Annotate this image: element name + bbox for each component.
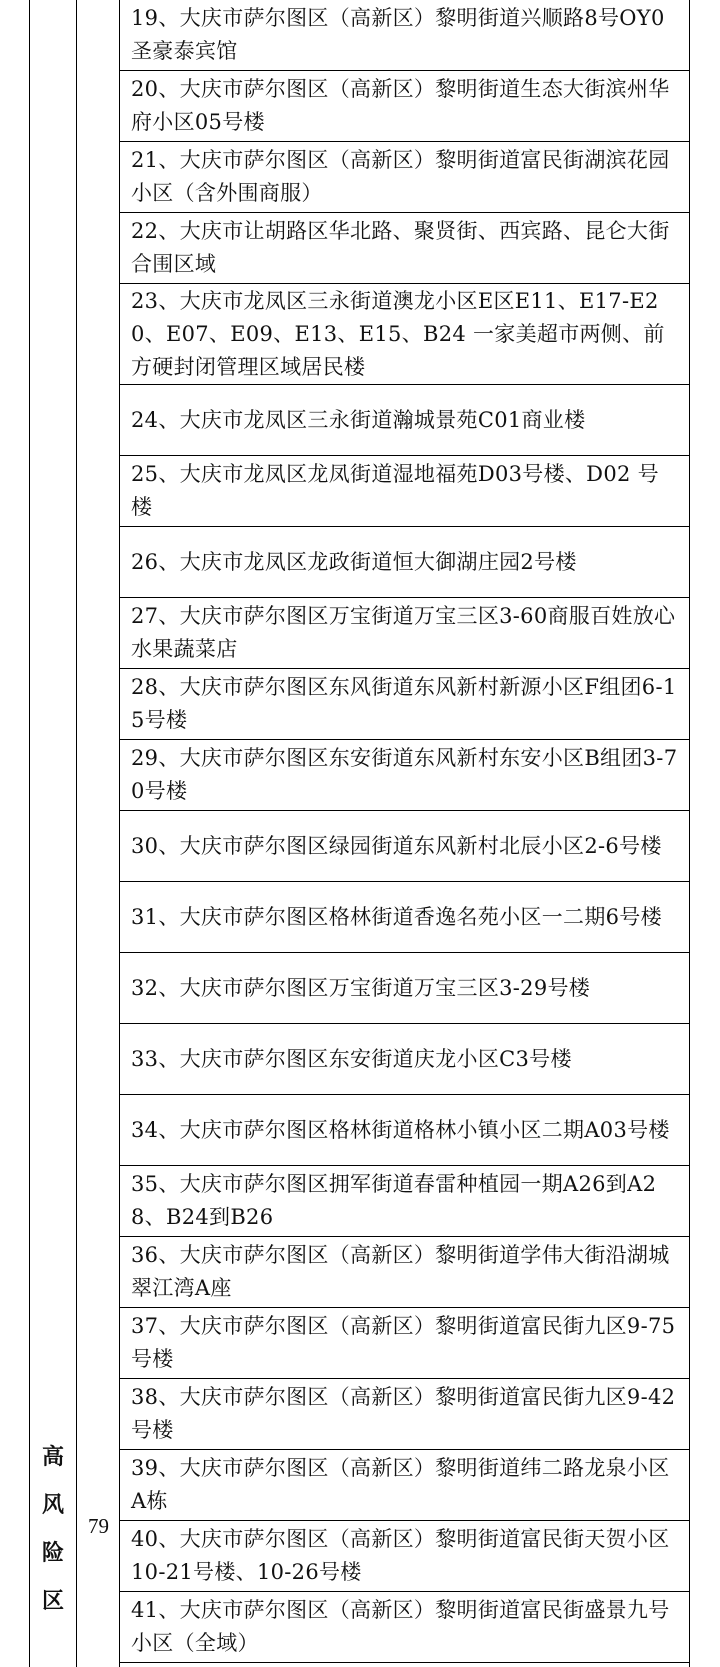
area-list <box>120 0 689 1663</box>
area-text: 20、大庆市萨尔图区（高新区）黎明街道生态大街滨州华府小区05号楼 <box>131 77 670 134</box>
table-row <box>120 1450 689 1521</box>
area-text: 31、大庆市萨尔图区格林街道香逸名苑小区一二期6号楼 <box>131 904 662 929</box>
table-row <box>120 456 689 527</box>
table-row <box>120 1521 689 1592</box>
table-row <box>120 598 689 669</box>
area-text: 37、大庆市萨尔图区（高新区）黎明街道富民街九区9-75号楼 <box>131 1314 676 1371</box>
area-text: 21、大庆市萨尔图区（高新区）黎明街道富民街湖滨花园小区（含外围商服） <box>131 148 670 205</box>
table-row <box>120 953 689 1024</box>
area-text: 41、大庆市萨尔图区（高新区）黎明街道富民街盛景九号小区（全域） <box>131 1598 670 1655</box>
area-text: 23、大庆市龙凤区三永街道澳龙小区E区E11、E17-E20、E07、E09、E13、E15、B24 一家美超市两侧、前方硬封闭管理区域居民楼 <box>131 288 665 379</box>
table-row <box>120 1308 689 1379</box>
table-row <box>120 811 689 882</box>
area-text: 25、大庆市龙凤区龙凤街道湿地福苑D03号楼、D02 号楼 <box>131 462 659 519</box>
area-text: 35、大庆市萨尔图区拥军街道春雷种植园一期A26到A28、B24到B26 <box>131 1172 657 1229</box>
table-row <box>120 527 689 598</box>
risk-level-cell <box>30 1433 76 1625</box>
area-text: 19、大庆市萨尔图区（高新区）黎明街道兴顺路8号OY0圣豪泰宾馆 <box>131 6 665 63</box>
table-row <box>120 71 689 142</box>
table-row <box>120 213 689 284</box>
area-text: 22、大庆市让胡路区华北路、聚贤街、西宾路、昆仑大街合围区域 <box>131 219 670 276</box>
table-row <box>120 284 689 385</box>
area-text: 24、大庆市龙凤区三永街道瀚城景苑C01商业楼 <box>131 407 586 432</box>
risk-level-char: 险 <box>41 1540 64 1566</box>
table-row <box>120 0 689 71</box>
area-text: 36、大庆市萨尔图区（高新区）黎明街道学伟大街沿湖城翠江湾A座 <box>131 1243 670 1300</box>
area-text: 38、大庆市萨尔图区（高新区）黎明街道富民街九区9-42号楼 <box>131 1385 676 1442</box>
table-row <box>120 1024 689 1095</box>
table-row <box>120 1379 689 1450</box>
area-text: 40、大庆市萨尔图区（高新区）黎明街道富民街天贺小区10-21号楼、10-26号楼 <box>131 1527 670 1584</box>
area-text: 39、大庆市萨尔图区（高新区）黎明街道纬二路龙泉小区A栋 <box>131 1456 670 1513</box>
table-row <box>120 669 689 740</box>
table-row <box>120 740 689 811</box>
area-text: 27、大庆市萨尔图区万宝街道万宝三区3-60商服百姓放心水果蔬菜店 <box>131 604 676 661</box>
area-text: 33、大庆市萨尔图区东安街道庆龙小区C3号楼 <box>131 1046 572 1071</box>
risk-level-char: 区 <box>41 1588 64 1614</box>
area-text: 32、大庆市萨尔图区万宝街道万宝三区3-29号楼 <box>131 975 591 1000</box>
table-row <box>120 1166 689 1237</box>
area-text: 26、大庆市龙凤区龙政街道恒大御湖庄园2号楼 <box>131 549 577 574</box>
table-border-left <box>29 0 30 1667</box>
risk-level-char: 高 <box>41 1444 64 1470</box>
area-text: 34、大庆市萨尔图区格林街道格林小镇小区二期A03号楼 <box>131 1117 670 1142</box>
area-count-cell: 79 <box>88 1514 109 1538</box>
area-text: 28、大庆市萨尔图区东风街道东风新村新源小区F组团6-15号楼 <box>131 675 677 732</box>
table-border-level <box>76 0 77 1667</box>
area-text: 30、大庆市萨尔图区绿园街道东风新村北辰小区2-6号楼 <box>131 833 662 858</box>
risk-level-char: 风 <box>41 1492 64 1518</box>
area-text: 29、大庆市萨尔图区东安街道东风新村东安小区B组团3-70号楼 <box>131 746 678 803</box>
table-row <box>120 1095 689 1166</box>
table-row <box>120 882 689 953</box>
table-border-right <box>689 0 690 1667</box>
table-row <box>120 142 689 213</box>
table-row <box>120 385 689 456</box>
table-row <box>120 1592 689 1663</box>
table-row <box>120 1237 689 1308</box>
